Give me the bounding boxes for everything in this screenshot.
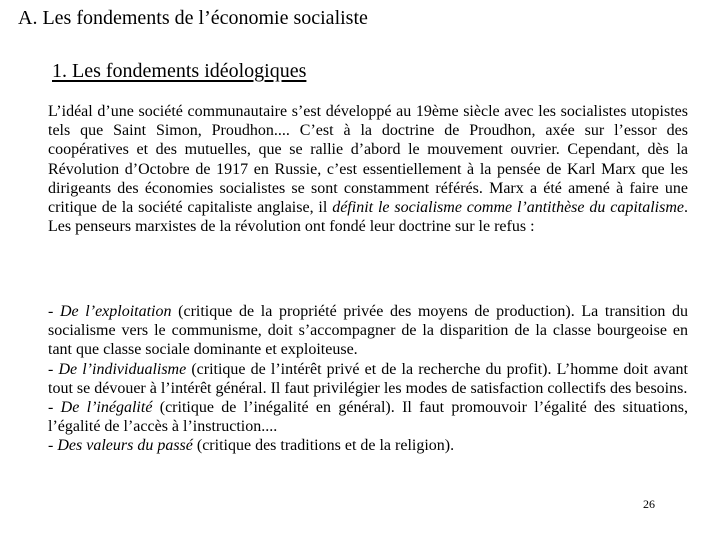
list-item-exploitation xyxy=(48,302,688,360)
page-number: 26 xyxy=(643,497,655,511)
list-item-term: De l’individualisme xyxy=(58,360,187,378)
list-item-prefix: - xyxy=(48,360,59,378)
list-item-prefix: - xyxy=(48,303,60,320)
list-item-text: (critique des traditions et de la religion). xyxy=(192,437,455,455)
list-item-term: Des valeurs du passé xyxy=(57,437,193,455)
section-subtitle xyxy=(52,59,306,83)
list-item-prefix: - xyxy=(48,399,61,417)
list-item-individualisme xyxy=(48,360,688,398)
list-item-text: (critique de la propriété privée des moyens de production). La transition du socialisme vers le communisme, doit s’accompagner de la disparition de la classe bourgeoise en tant que classe sociale dominante et exploiteuse. xyxy=(48,303,689,359)
list-item-inegalite xyxy=(48,398,688,436)
list-item-text: (critique de l’inégalité en général). Il faut promouvoir l’égalité des situations, l’égalité de l’accès à l’instruction.... xyxy=(48,399,689,436)
intro-paragraph xyxy=(48,102,688,236)
list-item-text: (critique de l’intérêt privé et de la recherche du profit). L’homme doit avant tout se dévouer à l’intérêt général. Il faut privilégier les modes de satisfaction collectifs des besoins. xyxy=(48,360,689,397)
list-item-term: De l’inégalité xyxy=(60,399,153,417)
list-item-prefix: - xyxy=(48,437,58,455)
intro-text-a: L’idéal d’une société communautaire s’est développé au 19ème siècle avec les socialistes utopistes tels que Saint Simon, Proudhon.... C’est à la doctrine de Proudhon, axée sur l’essor des coopératives et des mutuelles, que se rallie d’abord le mouvement ouvrier. Cependant, dès la Révolution d’Octobre de 1917 en Russie, c’est essentiellement à la pensée de Karl Marx que les dirigeants des économies socialistes se sont constamment référés. Marx a été amené à faire une critique de la société capitaliste anglaise, il xyxy=(48,103,688,217)
refusal-list xyxy=(48,302,688,456)
slide-title: A. Les fondements de l’économie socialiste xyxy=(18,7,368,29)
intro-text-b: . Les penseurs marxistes de la révolution ont fondé leur doctrine sur le refus : xyxy=(48,199,689,236)
list-item-term: De l’exploitation xyxy=(59,303,172,320)
intro-emphasis: définit le socialisme comme l’antithèse du capitalisme xyxy=(332,199,685,217)
section-subtitle-text: 1. Les fondements idéologiques xyxy=(52,60,307,82)
list-item-valeurs-passe xyxy=(48,436,688,455)
